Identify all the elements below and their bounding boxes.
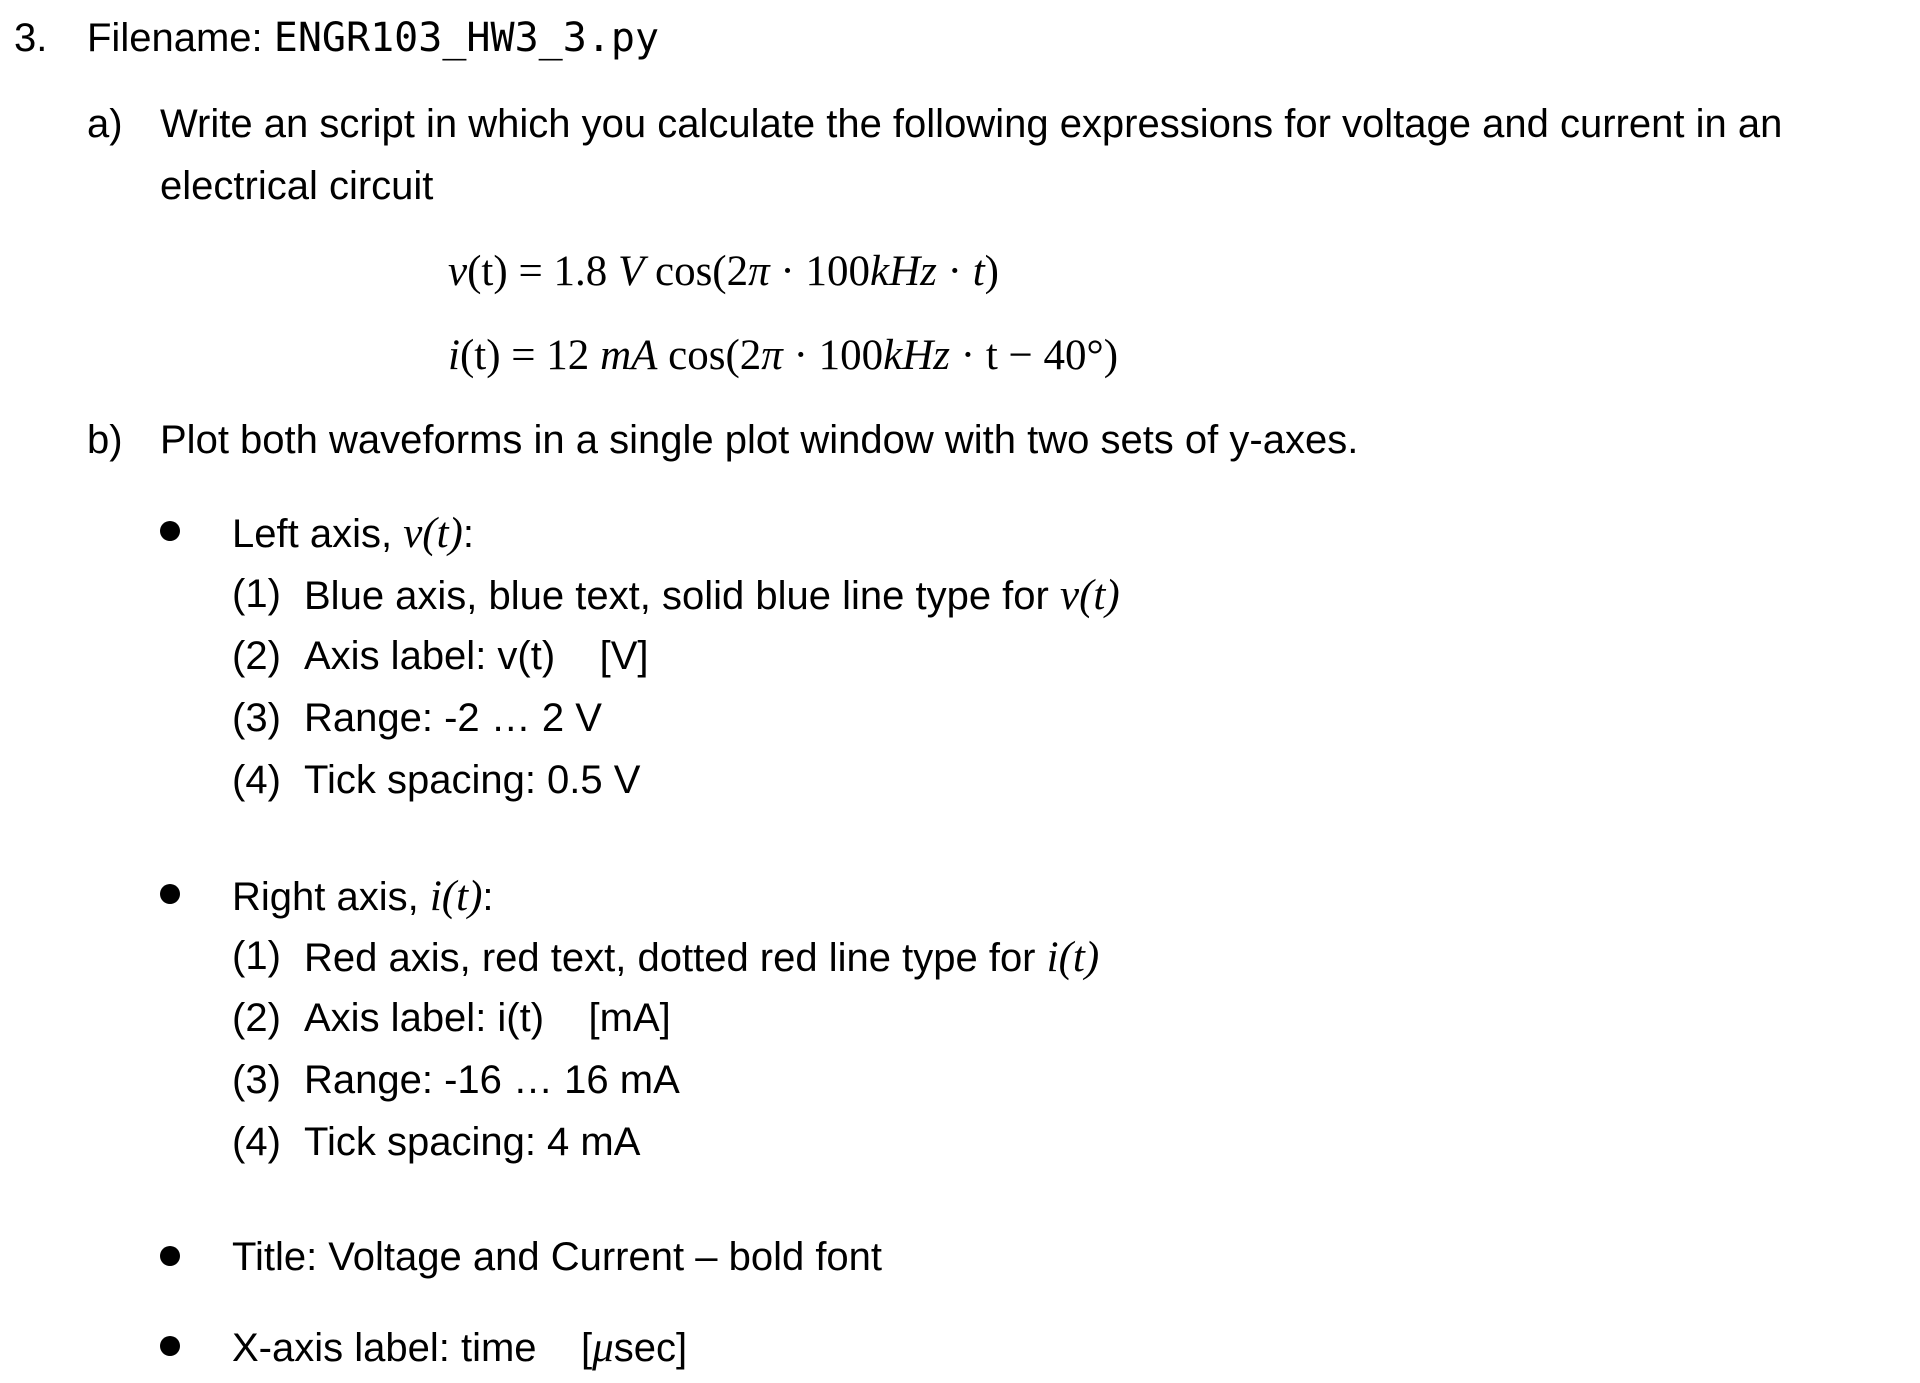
xaxis-item-mu: μ (592, 1324, 614, 1371)
right-axis-heading-math: i(t) (429, 873, 483, 920)
eq1-t: t (972, 248, 985, 295)
left-axis-item-num: (3) (232, 696, 281, 740)
right-axis-item1-text: Red axis, red text, dotted red line type for (304, 936, 1047, 980)
xaxis-item (232, 1326, 687, 1369)
bullet-icon (160, 1246, 180, 1266)
eq2-pi: π (761, 332, 783, 379)
right-axis-item-num: (2) (232, 996, 281, 1040)
left-axis-heading-colon: : (462, 512, 474, 556)
left-axis-item1-math: v(t) (1059, 572, 1120, 619)
left-axis-item-num: (2) (232, 634, 281, 678)
part-a-text-line1: Write an script in which you calculate the following expressions for voltage and current in an (160, 102, 1783, 146)
left-axis-item-num: (1) (232, 572, 281, 616)
right-axis-item-num: (1) (232, 934, 281, 978)
title-item: Title: Voltage and Current – bold font (232, 1235, 883, 1279)
left-axis-item-text: Range: -2 … 2 V (304, 696, 602, 740)
eq2-func: cos(2 (657, 332, 762, 379)
part-a-text-line2: electrical circuit (160, 164, 434, 208)
left-axis-item-num: (4) (232, 758, 281, 802)
right-axis-heading (232, 875, 494, 918)
bullet-icon (160, 884, 180, 904)
left-axis-heading (232, 512, 474, 555)
part-b-marker: b) (87, 418, 123, 462)
left-axis-item-text: Axis label: v(t) [V] (304, 634, 649, 678)
right-axis-heading-colon: : (482, 875, 494, 919)
xaxis-item-label: X-axis label: time [ (232, 1326, 593, 1370)
eq1-func: cos(2 (644, 248, 749, 295)
left-axis-heading-text: Left axis, (232, 512, 404, 556)
eq2-dot1: · 100 (782, 332, 884, 379)
right-axis-item1-math: i(t) (1046, 934, 1100, 981)
eq1-eq: = 1.8 (507, 248, 618, 295)
left-axis-heading-math: v(t) (403, 510, 463, 557)
eq2-eq: = 12 (500, 332, 601, 379)
xaxis-item-rest: sec] (613, 1326, 688, 1370)
eq1-dot2: · (936, 248, 973, 295)
left-axis-item-text: Tick spacing: 0.5 V (304, 758, 641, 802)
part-a-marker: a) (87, 102, 123, 146)
left-axis-item1-text: Blue axis, blue text, solid blue line type for (304, 574, 1060, 618)
right-axis-item-text: Axis label: i(t) [mA] (304, 996, 671, 1040)
right-axis-item-text: Tick spacing: 4 mA (304, 1120, 641, 1164)
right-axis-heading-text: Right axis, (232, 875, 430, 919)
right-axis-item-num: (3) (232, 1058, 281, 1102)
part-b-text: Plot both waveforms in a single plot window with two sets of y-axes. (160, 418, 1359, 462)
bullet-icon (160, 521, 180, 541)
right-axis-item-text (304, 936, 1099, 979)
eq2-unit2: kHz (883, 332, 951, 379)
right-axis-item-num: (4) (232, 1120, 281, 1164)
eq1-dot1: · 100 (769, 248, 870, 295)
eq2-lhs-arg: (t) (459, 332, 501, 379)
filename-label: Filename: (87, 16, 274, 60)
eq1-unit: V (617, 248, 645, 295)
right-axis-item-text: Range: -16 … 16 mA (304, 1058, 680, 1102)
eq1-pi: π (748, 248, 770, 295)
filename-line (87, 15, 660, 61)
eq2-lhs-var: i (448, 332, 460, 379)
equation-current (448, 334, 1118, 377)
bullet-icon (160, 1336, 180, 1356)
filename-value: ENGR103_HW3_3.py (273, 15, 660, 61)
eq1-lhs-arg: (t) (467, 248, 508, 295)
equation-voltage (448, 250, 999, 293)
eq2-unit: mA (600, 332, 658, 379)
eq2-rest: · t − 40°) (950, 332, 1119, 379)
eq1-lhs-var: v (448, 248, 468, 295)
question-number: 3. (14, 16, 48, 60)
eq1-unit2: kHz (870, 248, 937, 295)
eq1-close: ) (984, 248, 999, 295)
left-axis-item-text (304, 574, 1120, 617)
